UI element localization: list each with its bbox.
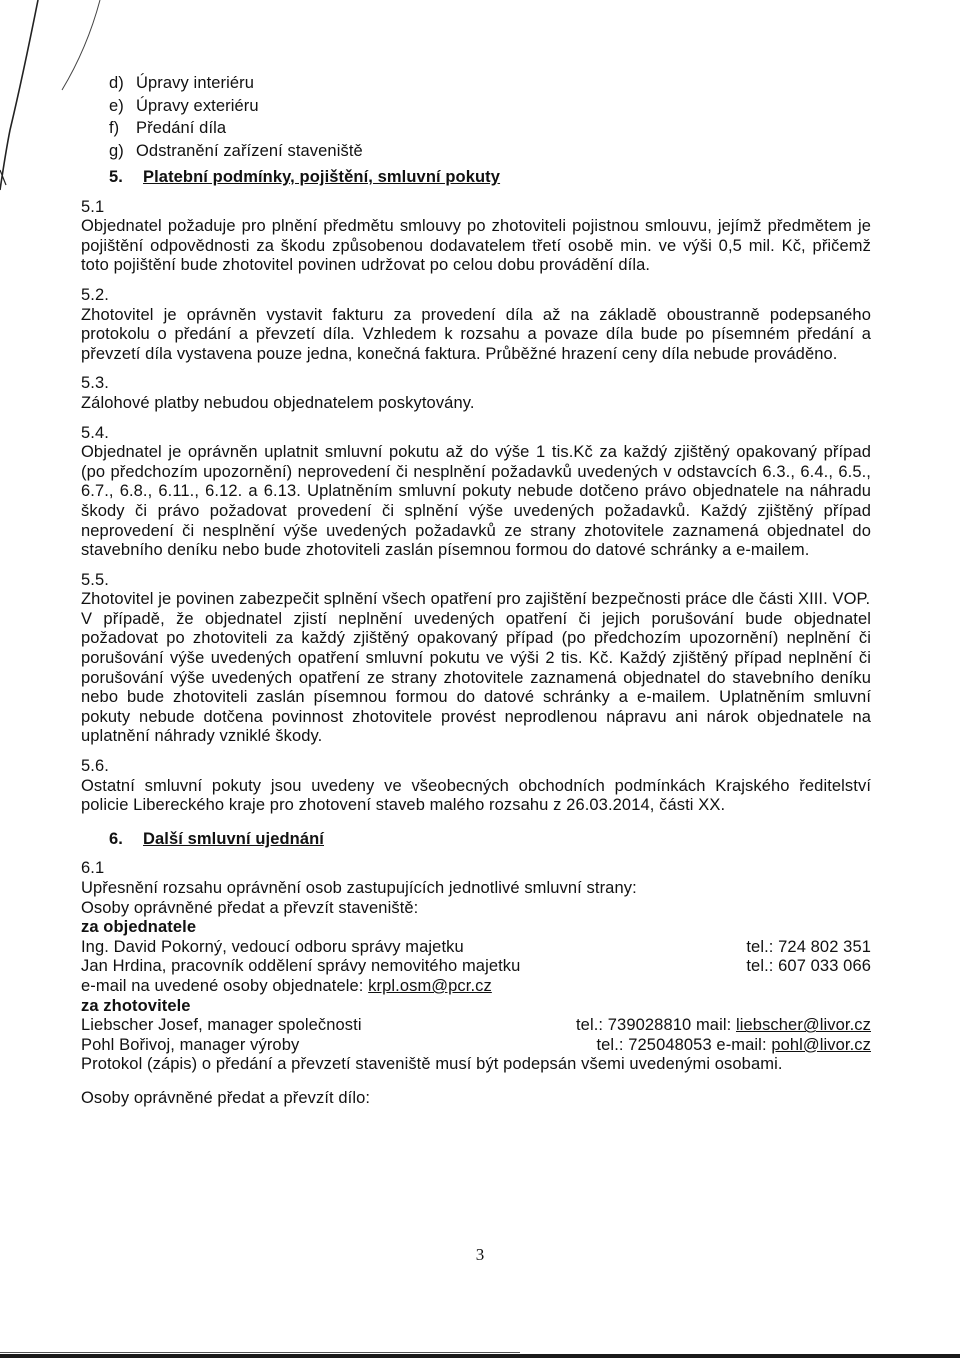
list-item: g) Odstranění zařízení staveniště — [109, 141, 363, 160]
contact-row: Pohl Bořivoj, manager výroby tel.: 725048053 e-mail: pohl@livor.cz — [81, 1035, 871, 1054]
contact-row: Liebscher Josef, manager společnosti tel.: 739028810 mail: liebscher@livor.cz — [81, 1016, 871, 1035]
list-item: d) Úpravy interiéru — [109, 74, 255, 92]
scan-bottom-edge — [0, 1350, 960, 1358]
objednatel-email-line: e-mail na uvedené osoby objednatele: krpl.osm@pcr.cz — [81, 976, 492, 995]
work-phases-list — [109, 74, 871, 164]
section-5-heading: 5. Platební podmínky, pojištění, smluvní pokuty — [109, 168, 501, 186]
clause-5-6: 5.6. Ostatní smluvní pokuty jsou uvedeny ve všeobecných obchodních podmínkách Krajského ředitelství policie Libereckého kraje pro zhotovení staveb malého rozsahu z 26.03.2014, části XX. — [81, 757, 871, 815]
clause-5-4: 5.4. Objednatel je oprávněn uplatnit smluvní pokutu až do výše 1 tis.Kč za každý zjištěný opakovaný případ (po předchozím upozornění) neprovedení či nesplnění požadavků uvedených v odstavcích 6.3., 6.4., 6.5., 6.7., 6.8., 6.11., 6.12. a 6.13. Uplatněním smluvní pokuty nebude dotčeno právo objednatele na náhradu škody či právo požadovat provedení či splnění výše uvedených požadavků. Každý zjištěný případ neprovedení či nesplnění výše uvedených požadavků ze strany zhotovitele zaznamená objednatel do stavebního deníku nebo bude zhotoviteli zaslán písemnou formou do datové schránky a e-mailem. — [81, 423, 871, 560]
clause-5-5: 5.5. Zhotovitel je povinen zabezpečit splnění všech opatření pro zajištění bezpečnosti práce dle části XIII. VOP. V případě, že objednatel zjistí neplnění uvedených opatření či jejich porušování bude objednatel požadovat po zhotoviteli za každý zjištěný opakovaný případ (po předchozím upozornění) neplnění či porušování výše uvedených opatření smluvní pokutu ve výši 2 tis. Kč. Každý zjištěný případ neplnění či porušování výše uvedených opatření ze strany zhotovitele zaznamená objednatel do stavebního deníku nebo bude zhotoviteli zaslán písemnou formou do datové schránky a e-mailem. Uplatněním smluvní pokuty nebude dotčena povinnost zhotovitele provést neprodlenou nápravu ani nárok objednatele na uplatnění náhrady vzniklé škody. — [81, 570, 871, 746]
page-number: 3 — [475, 1245, 485, 1264]
email-link[interactable]: pohl@livor.cz — [771, 1035, 871, 1054]
clause-5-3: 5.3. Zálohové platby nebudou objednatelem poskytovány. — [81, 374, 475, 412]
email-link[interactable]: liebscher@livor.cz — [735, 1016, 871, 1035]
zhotovitel-heading: za zhotovitele — [81, 996, 191, 1015]
clause-5-2: 5.2. Zhotovitel je oprávněn vystavit fakturu za provedení díla až na základě oboustranně podepsaného protokolu o předání a převzetí díla. Vzhledem k rozsahu a povaze díla bude po písemném předání a převzetí díla vystavena pouze jedna, konečná faktura. Průběžné hrazení ceny díla nebude prováděno. — [81, 285, 871, 363]
list-item: f) Předání díla — [109, 119, 227, 137]
objednatel-heading: za objednatele — [81, 918, 197, 937]
clause-6-1: 6.1 Upřesnění rozsahu oprávnění osob zastupujících jednotlivé smluvní strany: Osoby oprávněné předat a převzít staveniště: za objednatele Ing. David Pokorný, vedoucí odboru správy majetku tel.: 724 802 351 Jan Hrdina, pracovník oddělení správy nemovitého majetku tel.: 607 033 066 e-mail na uvedené osoby objednatele: krpl.osm@pcr.cz za zhotovitele Liebscher Josef, manager společnosti tel.: 739028810 mail: liebscher@livor.cz Pohl Bořivoj, manager výroby tel.: 725048053 e-mail: pohl@livor.cz Protokol (zápis) o předání a převzetí staveniště musí být podepsán všemi uvedenými osobami. Osoby oprávněné předat a převzít dílo: — [81, 859, 871, 1107]
section-6-heading: 6. Další smluvní ujednání — [109, 829, 324, 848]
clause-5-1: 5.1 Objednatel požaduje pro plnění předmětu smlouvy po zhotoviteli pojistnou smlouvu, jejímž předmětem je pojištění odpovědnosti za škodu způsobenou dodavatelem třetí osobě min. ve výši 0,5 mil. Kč, přičemž toto pojištění bude zhotovitel povinen udržovat po celou dobu provádění díla. — [81, 197, 871, 275]
contact-row: Ing. David Pokorný, vedoucí odboru správy majetku tel.: 724 802 351 — [81, 937, 871, 956]
email-link[interactable]: krpl.osm@pcr.cz — [368, 976, 492, 995]
contact-row: Jan Hrdina, pracovník oddělení správy nemovitého majetku tel.: 607 033 066 — [81, 957, 871, 976]
list-item: e) Úpravy exteriéru — [109, 96, 259, 115]
document-content — [81, 74, 871, 1109]
